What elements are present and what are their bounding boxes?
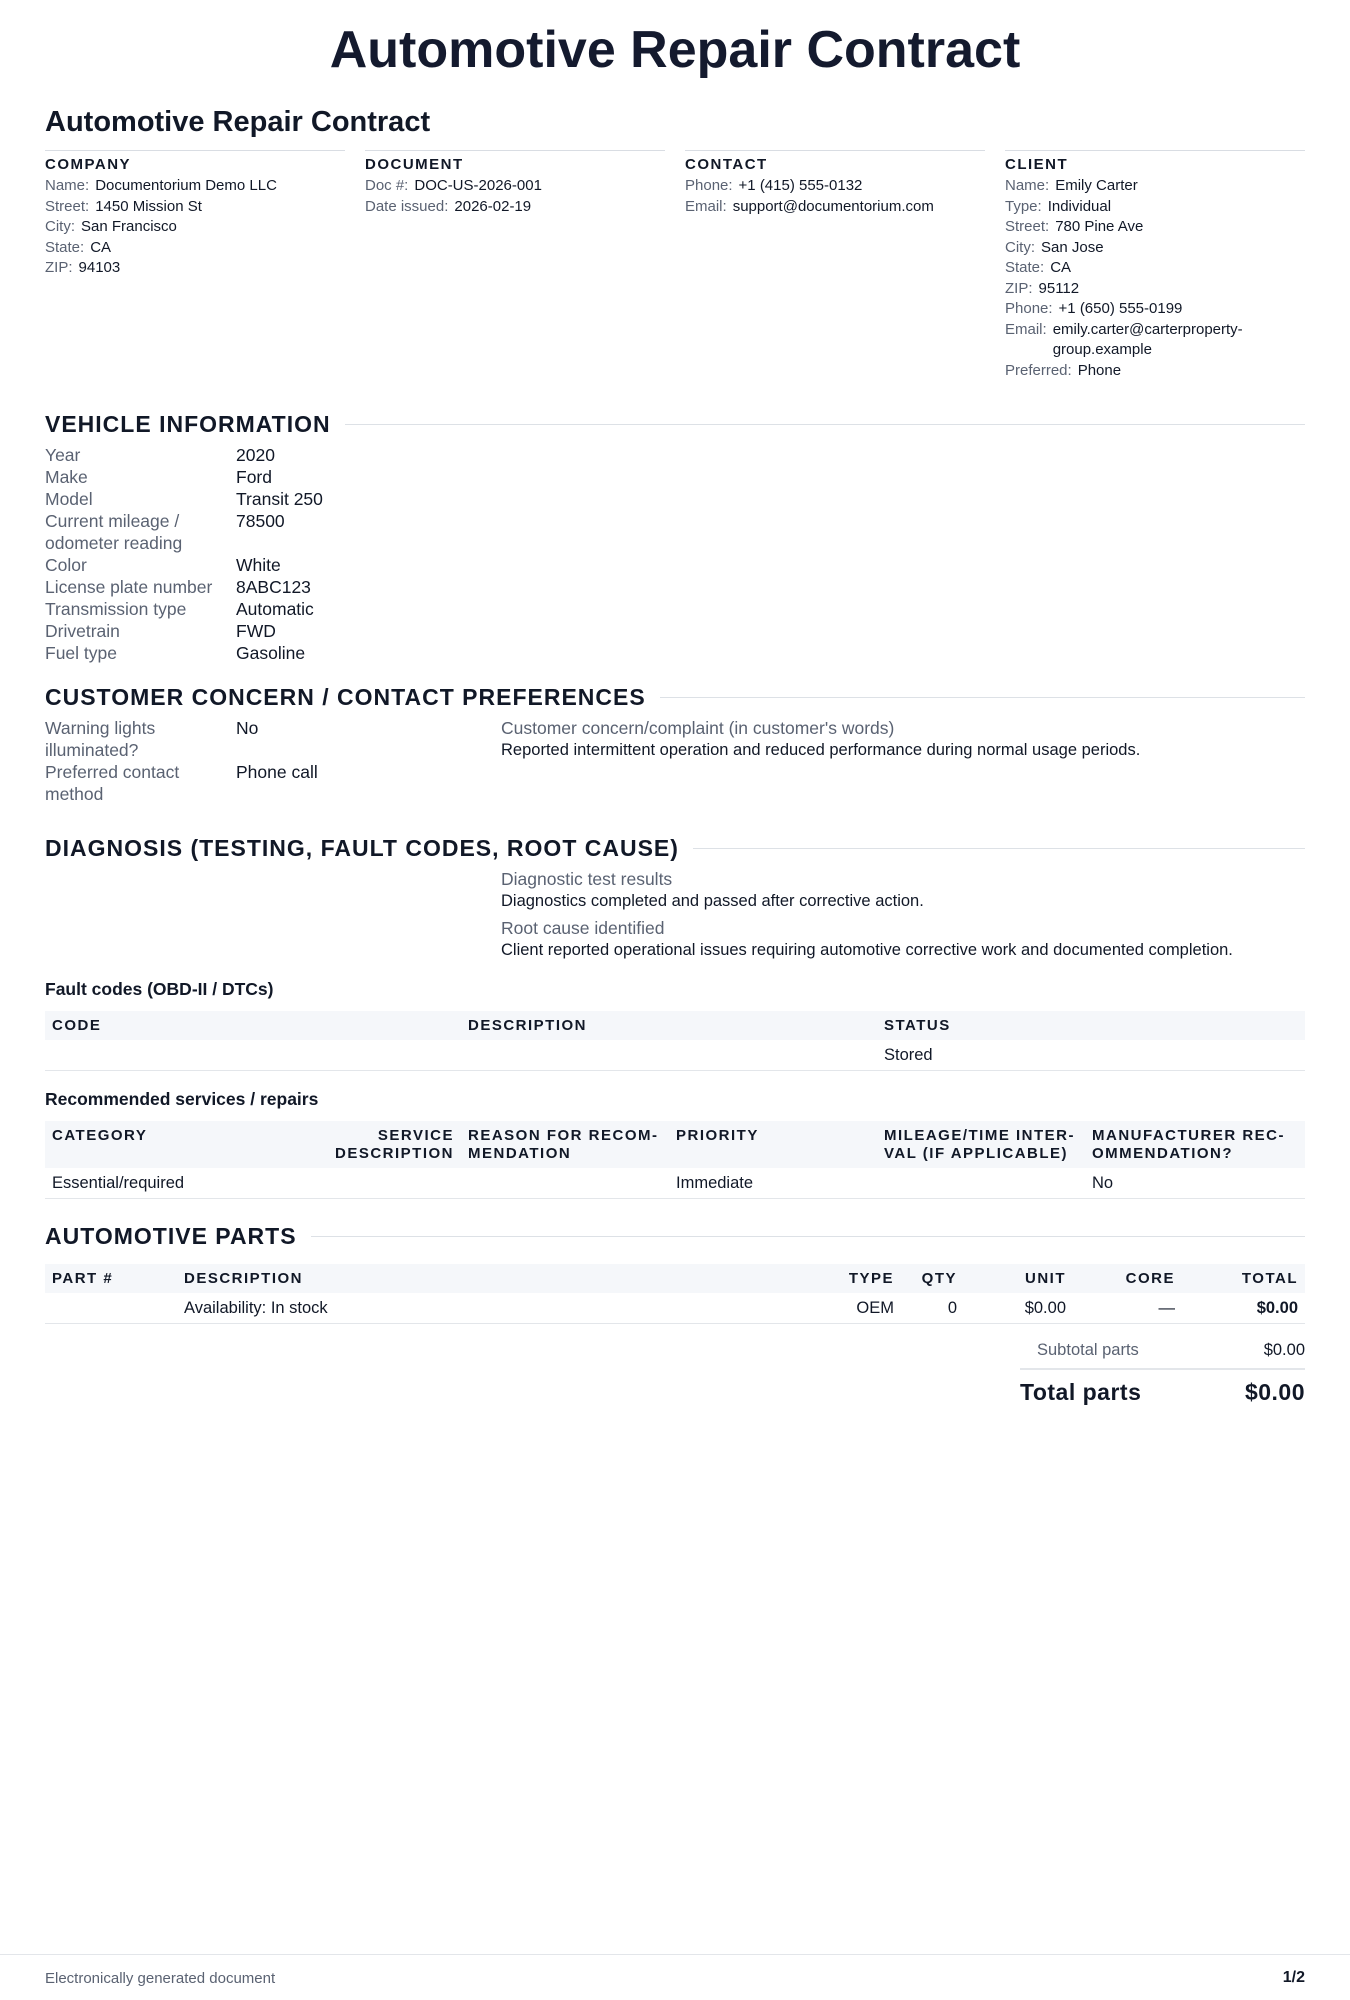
doc-number-row: Doc #: DOC-US-2026-001 (365, 177, 542, 194)
column-header: UNIT (964, 1264, 1073, 1293)
document-subtitle: Automotive Repair Contract (45, 106, 431, 138)
complaint-text: Reported intermittent operation and reduced performance during normal usage periods. (501, 741, 1141, 759)
warning-lights-row: Warning lights illuminated? No (45, 718, 259, 760)
concern-body (45, 717, 1305, 805)
client-state-row: State: CA (1005, 259, 1072, 276)
section-divider (660, 697, 1305, 699)
column-header: SERVICE DESCRIPTION (253, 1121, 461, 1168)
client-block (1005, 150, 1305, 381)
root-cause-text: Client reported operational issues requiring automotive corrective work and documented completion. (501, 941, 1233, 959)
contact-email-row: Email: support@documentorium.com (685, 197, 934, 215)
column-header: CODE (45, 1011, 461, 1040)
company-state-row: State: CA (45, 238, 112, 256)
company-street-row: Street: 1450 Mission St (45, 197, 202, 215)
section-divider (345, 424, 1305, 426)
client-heading: CLIENT (1005, 156, 1069, 173)
column-header: TYPE (821, 1264, 901, 1293)
column-header: DESCRIPTION (461, 1011, 877, 1040)
column-header: DESCRIPTION (177, 1264, 821, 1293)
client-city-row: City: San Jose (1005, 238, 1104, 256)
table-row: Stored (45, 1040, 1305, 1071)
vehicle-row: Model Transit 250 (45, 489, 323, 509)
client-phone-row: Phone: +1 (650) 555-0199 (1005, 300, 1183, 317)
section-divider (311, 1236, 1305, 1238)
header-info-grid (45, 150, 1305, 381)
vehicle-row: Current mileage / odometer reading 78500 (45, 511, 285, 553)
test-results-label: Diagnostic test results (501, 869, 673, 889)
column-header: TOTAL (1182, 1264, 1305, 1293)
root-cause-label: Root cause identified (501, 918, 665, 938)
client-zip-row: ZIP: 95112 (1005, 279, 1080, 297)
totals-divider (1020, 1368, 1305, 1370)
client-name-row: Name: Emily Carter (1005, 177, 1138, 194)
column-header: CATEGORY (45, 1121, 253, 1168)
column-header: CORE (1073, 1264, 1182, 1293)
column-header: PART # (45, 1264, 177, 1293)
parts-totals (1020, 1335, 1305, 1406)
parts-section-header (45, 1223, 1305, 1250)
vehicle-row: Drivetrain FWD (45, 621, 276, 641)
company-heading: COMPANY (45, 156, 132, 173)
column-header: MILEAGE/TIME INTER-VAL (IF APPLICABLE) (877, 1121, 1085, 1168)
subtotal-row: Subtotal parts $0.00 (1037, 1341, 1305, 1359)
vehicle-row: Fuel type Gasoline (45, 643, 306, 663)
parts-heading: AUTOMOTIVE PARTS (45, 1223, 297, 1249)
table-header-row (45, 1011, 1305, 1040)
vehicle-row: Year 2020 (45, 445, 275, 465)
footer-note: Electronically generated document (45, 1970, 276, 1987)
concern-heading: CUSTOMER CONCERN / CONTACT PREFERENCES (45, 684, 646, 710)
table-row: Essential/required Immediate No (45, 1168, 1305, 1199)
vehicle-row: Transmission type Automatic (45, 599, 314, 619)
test-results-text: Diagnostics completed and passed after corrective action. (501, 892, 924, 910)
concern-section-header (45, 684, 1305, 711)
diagnosis-body (45, 868, 1305, 961)
page-number: 1/2 (1282, 1969, 1305, 1986)
preferred-contact-row: Preferred contact method Phone call (45, 762, 318, 804)
table-header-row (45, 1121, 1305, 1168)
contact-phone-row: Phone: +1 (415) 555-0132 (685, 177, 863, 194)
company-name-row: Name: Documentorium Demo LLC (45, 177, 277, 194)
client-street-row: Street: 780 Pine Ave (1005, 218, 1144, 235)
client-type-row: Type: Individual (1005, 197, 1112, 215)
column-header: REASON FOR RECOM-MENDATION (461, 1121, 669, 1168)
company-zip-row: ZIP: 94103 (45, 259, 121, 276)
vehicle-heading: VEHICLE INFORMATION (45, 411, 331, 437)
vehicle-table (45, 444, 1305, 664)
diagnosis-section-header (45, 835, 1305, 862)
table-row: Availability: In stock OEM 0 $0.00 — $0.00 (45, 1293, 1305, 1324)
fault-codes-heading: Fault codes (OBD-II / DTCs) (45, 979, 274, 999)
column-header: QTY (901, 1264, 964, 1293)
client-preferred-row: Preferred: Phone (1005, 361, 1122, 379)
services-table (45, 1121, 1305, 1199)
diagnosis-heading: DIAGNOSIS (TESTING, FAULT CODES, ROOT CAUSE) (45, 835, 679, 861)
grand-total-row: Total parts $0.00 (1020, 1378, 1305, 1405)
vehicle-row: License plate number 8ABC123 (45, 577, 311, 597)
contact-heading: CONTACT (685, 156, 768, 173)
company-city-row: City: San Francisco (45, 218, 177, 235)
services-heading: Recommended services / repairs (45, 1089, 319, 1109)
column-header: MANUFACTURER REC-OMMENDATION? (1085, 1121, 1305, 1168)
complaint-label: Customer concern/complaint (in customer's words) (501, 718, 895, 738)
doc-date-row: Date issued: 2026-02-19 (365, 197, 532, 215)
page-title: Automotive Repair Contract (329, 21, 1021, 79)
document-block (365, 150, 665, 381)
client-email-line1: emily.carter@carterproperty- (1052, 320, 1243, 338)
company-block (45, 150, 345, 381)
table-header-row (45, 1264, 1305, 1293)
column-header: STATUS (877, 1011, 1305, 1040)
vehicle-row: Make Ford (45, 467, 272, 487)
document-heading: DOCUMENT (365, 156, 464, 173)
client-email-line2: group.example (1052, 341, 1152, 358)
vehicle-row: Color White (45, 555, 281, 575)
vehicle-section-header (45, 411, 1305, 438)
document-page (45, 0, 1305, 1406)
page-footer (0, 1954, 1350, 2000)
fault-codes-table (45, 1011, 1305, 1071)
section-divider (693, 848, 1305, 850)
column-header: PRIORITY (669, 1121, 877, 1168)
contact-block (685, 150, 985, 381)
client-email-row: Email: emily.carter@carterproperty- group.example (1005, 320, 1243, 358)
parts-table (45, 1264, 1305, 1324)
